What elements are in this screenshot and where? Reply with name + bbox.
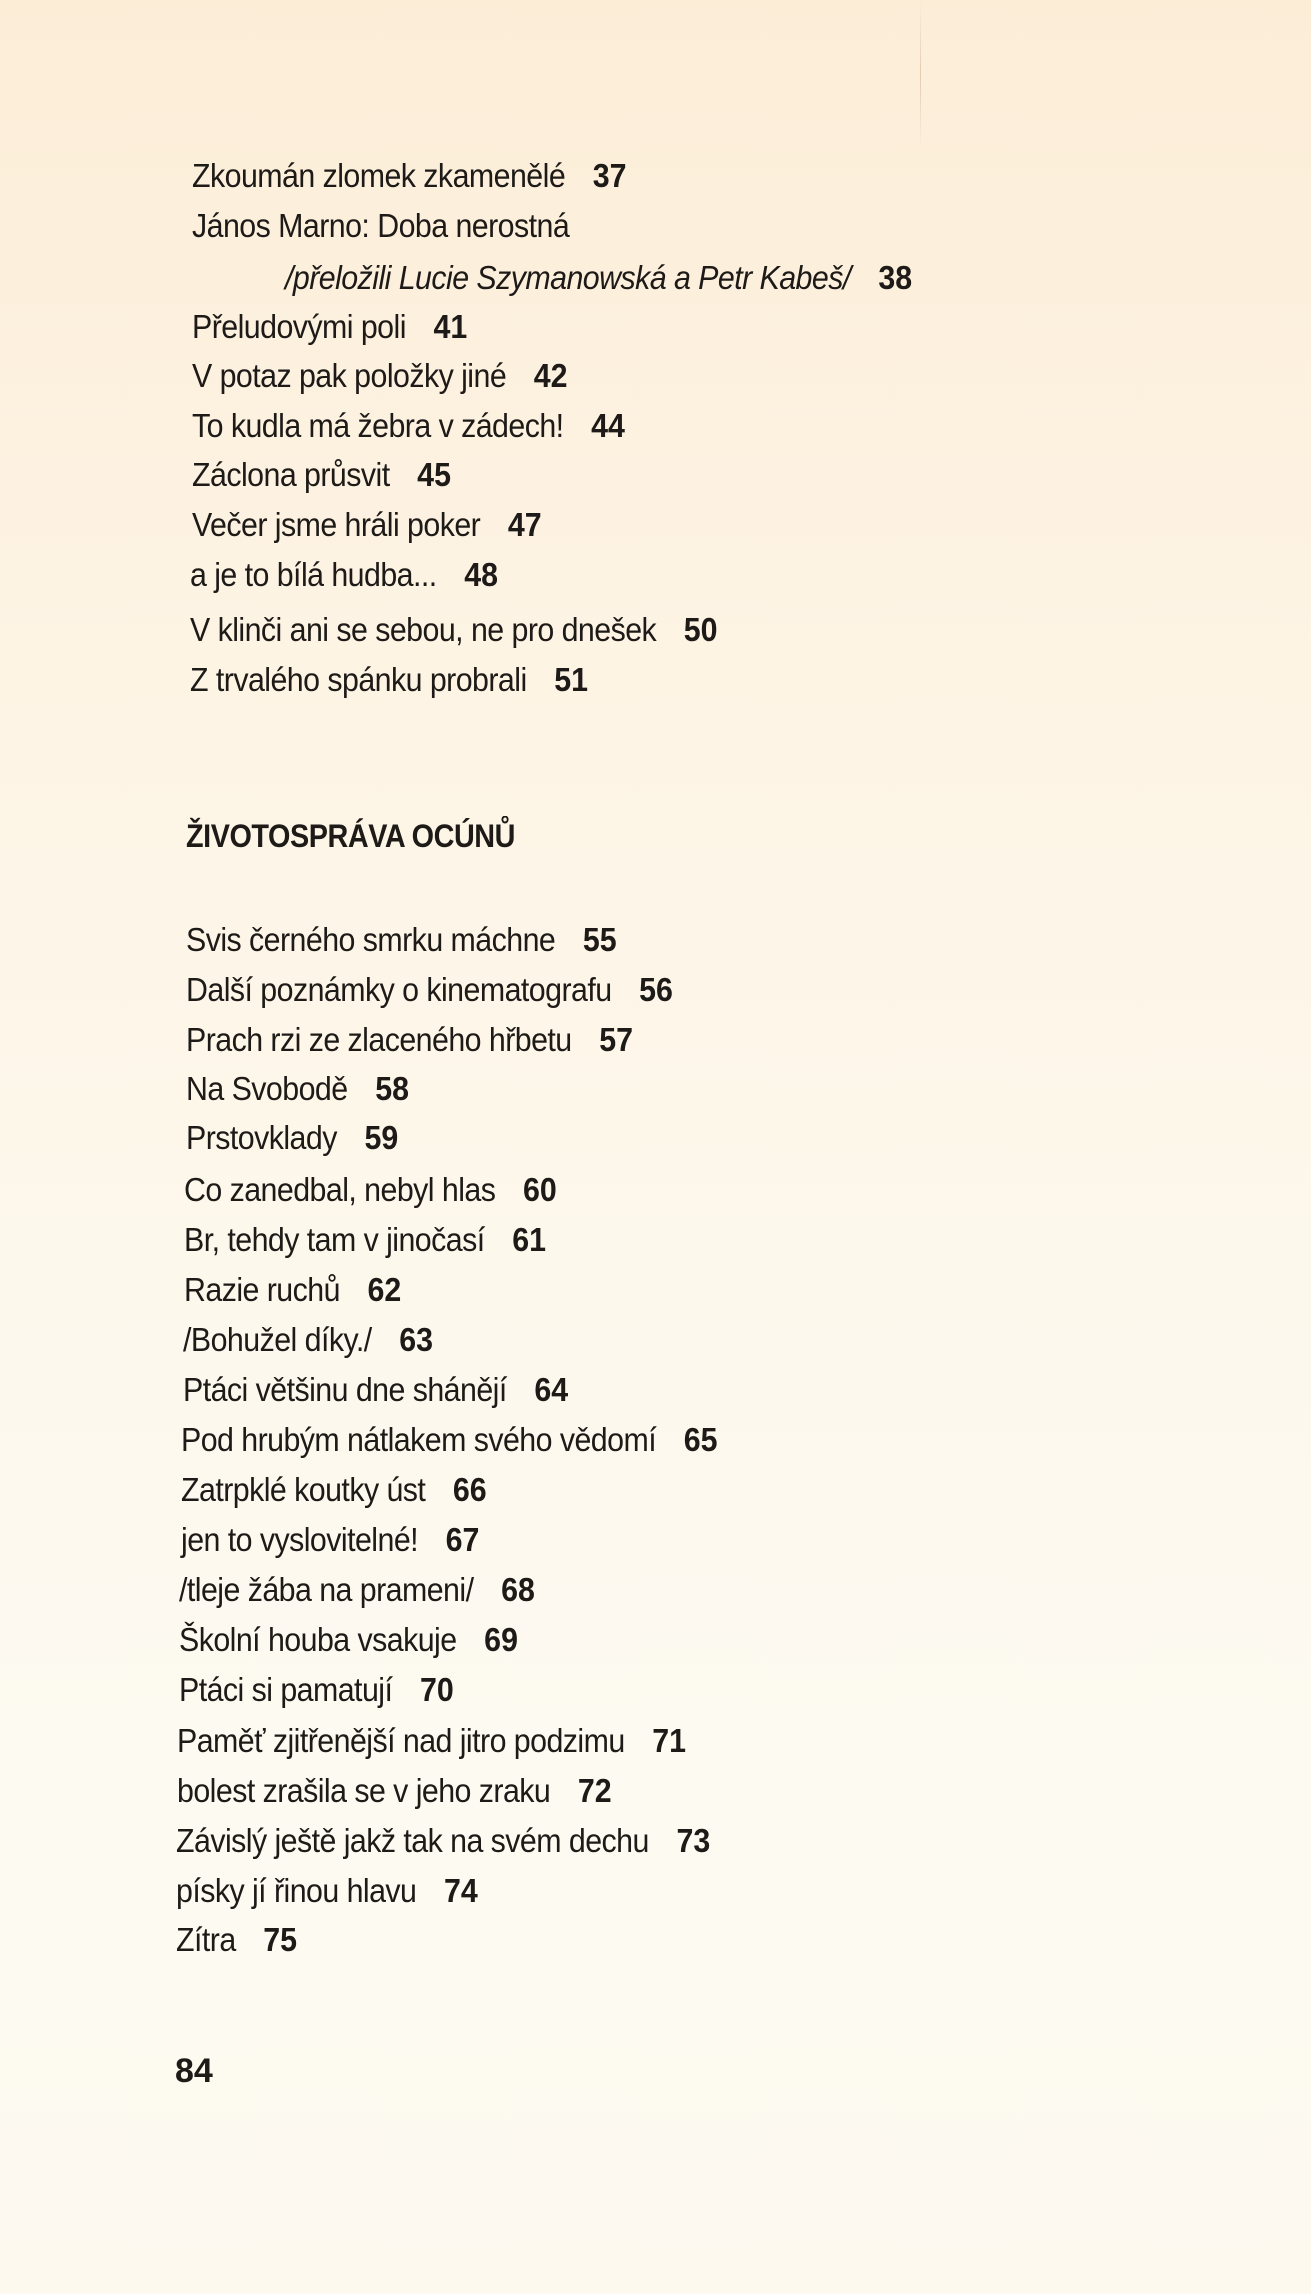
entry-page: 63 <box>399 1321 433 1358</box>
toc-entry <box>186 920 617 960</box>
entry-title: V klinči ani se sebou, ne pro dnešek <box>190 611 657 648</box>
entry-page: 56 <box>639 971 673 1008</box>
entry-page: 64 <box>534 1371 569 1408</box>
entry-title: Přeludovými poli <box>192 308 406 345</box>
entry-page: 69 <box>484 1621 518 1658</box>
entry-title: Prstovklady <box>186 1119 337 1156</box>
entry-subtitle: /přeložili Lucie Szymanowská a Petr Kabeš/ <box>285 259 851 296</box>
entry-page: 38 <box>878 259 913 296</box>
toc-entry <box>190 555 498 595</box>
entry-title: /Bohužel díky./ <box>183 1321 372 1358</box>
entry-title: bolest zrašila se v jeho zraku <box>177 1772 551 1809</box>
entry-page: 61 <box>512 1221 547 1258</box>
toc-entry <box>285 258 912 298</box>
entry-title: Prach rzi ze zlaceného hřbetu <box>186 1021 572 1058</box>
entry-title: Záclona průsvit <box>192 456 390 493</box>
entry-page: 60 <box>522 1171 557 1208</box>
entry-page: 59 <box>364 1119 399 1156</box>
entry-page: 72 <box>577 1772 612 1809</box>
entry-title: V potaz pak položky jiné <box>192 357 507 394</box>
entry-title: a je to bílá hudba... <box>190 556 437 593</box>
entry-title: Co zanedbal, nebyl hlas <box>184 1171 496 1208</box>
toc-entry <box>176 1920 297 1960</box>
entry-title: Na Svobodě <box>186 1070 348 1107</box>
section-heading: ŽIVOTOSPRÁVA OCÚNŮ <box>186 818 515 854</box>
entry-page: 37 <box>592 157 627 194</box>
toc-entry <box>184 1220 546 1260</box>
entry-page: 71 <box>652 1722 687 1759</box>
entry-title: Další poznámky o kinematografu <box>186 971 612 1008</box>
entry-page: 68 <box>501 1571 535 1608</box>
toc-entry <box>192 206 569 246</box>
entry-title: jen to vyslovitelné! <box>181 1521 419 1558</box>
toc-entry <box>179 1570 535 1610</box>
toc-entry <box>192 356 568 396</box>
entry-title: Ptáci si pamatují <box>179 1671 393 1708</box>
entry-title: Zkoumán zlomek zkamenělé <box>192 157 566 194</box>
entry-page: 50 <box>683 611 718 648</box>
toc-entry <box>192 307 467 347</box>
entry-page: 65 <box>683 1421 718 1458</box>
toc-entry <box>177 1721 686 1761</box>
toc-entry <box>186 1118 398 1158</box>
page-number: 84 <box>175 2052 213 2090</box>
toc-entry <box>179 1620 518 1660</box>
entry-title: To kudla má žebra v zádech! <box>192 407 564 444</box>
entry-title: János Marno: Doba nerostná <box>192 207 570 244</box>
entry-page: 44 <box>591 407 625 444</box>
entry-page: 75 <box>263 1921 298 1958</box>
entry-page: 51 <box>554 661 589 698</box>
toc-entry <box>184 1170 557 1210</box>
toc-entry <box>192 455 451 495</box>
entry-page: 55 <box>582 921 617 958</box>
toc-entry <box>183 1370 568 1410</box>
paper-crease <box>920 0 921 150</box>
entry-title: /tleje žába na prameni/ <box>179 1571 474 1608</box>
entry-page: 48 <box>464 556 499 593</box>
entry-title: Závislý ještě jakž tak na svém dechu <box>176 1822 649 1859</box>
toc-entry <box>190 610 718 650</box>
toc-entry <box>192 156 627 196</box>
entry-title: Zatrpklé koutky úst <box>181 1471 426 1508</box>
entry-page: 42 <box>533 357 568 394</box>
toc-entry <box>184 1270 401 1310</box>
toc-entry <box>181 1470 487 1510</box>
toc-entry <box>181 1520 479 1560</box>
toc-entry <box>179 1670 454 1710</box>
toc-entry <box>177 1771 612 1811</box>
entry-title: Ptáci většinu dne shánějí <box>183 1371 507 1408</box>
entry-page: 70 <box>419 1671 454 1708</box>
entry-title: Svis černého smrku máchne <box>186 921 556 958</box>
toc-entry <box>176 1821 710 1861</box>
toc-entry <box>183 1320 433 1360</box>
entry-page: 67 <box>445 1521 480 1558</box>
entry-title: Školní houba vsakuje <box>179 1621 457 1658</box>
toc-entry <box>186 1020 633 1060</box>
toc-entry <box>192 505 542 545</box>
entry-title: Pod hrubým nátlakem svého vědomí <box>181 1421 657 1458</box>
toc-entry <box>190 660 588 700</box>
entry-page: 45 <box>417 456 451 493</box>
entry-title: Razie ruchů <box>184 1271 340 1308</box>
entry-title: Br, tehdy tam v jinočasí <box>184 1221 485 1258</box>
entry-title: písky jí řinou hlavu <box>176 1872 417 1909</box>
entry-page: 57 <box>599 1021 634 1058</box>
entry-title: Paměť zjitřenější nad jitro podzimu <box>177 1722 625 1759</box>
entry-page: 66 <box>452 1471 487 1508</box>
toc-entry <box>186 1069 409 1109</box>
entry-page: 74 <box>444 1872 478 1909</box>
toc-entry <box>176 1871 478 1911</box>
entry-page: 58 <box>375 1070 409 1107</box>
entry-page: 62 <box>367 1271 402 1308</box>
entry-page: 73 <box>676 1822 711 1859</box>
entry-page: 47 <box>507 506 542 543</box>
entry-title: Z trvalého spánku probrali <box>190 661 527 698</box>
entry-title: Zítra <box>176 1921 236 1958</box>
entry-title: Večer jsme hráli poker <box>192 506 481 543</box>
toc-entry <box>181 1420 717 1460</box>
entry-page: 41 <box>433 308 468 345</box>
toc-entry <box>186 970 673 1010</box>
toc-entry <box>192 406 625 446</box>
